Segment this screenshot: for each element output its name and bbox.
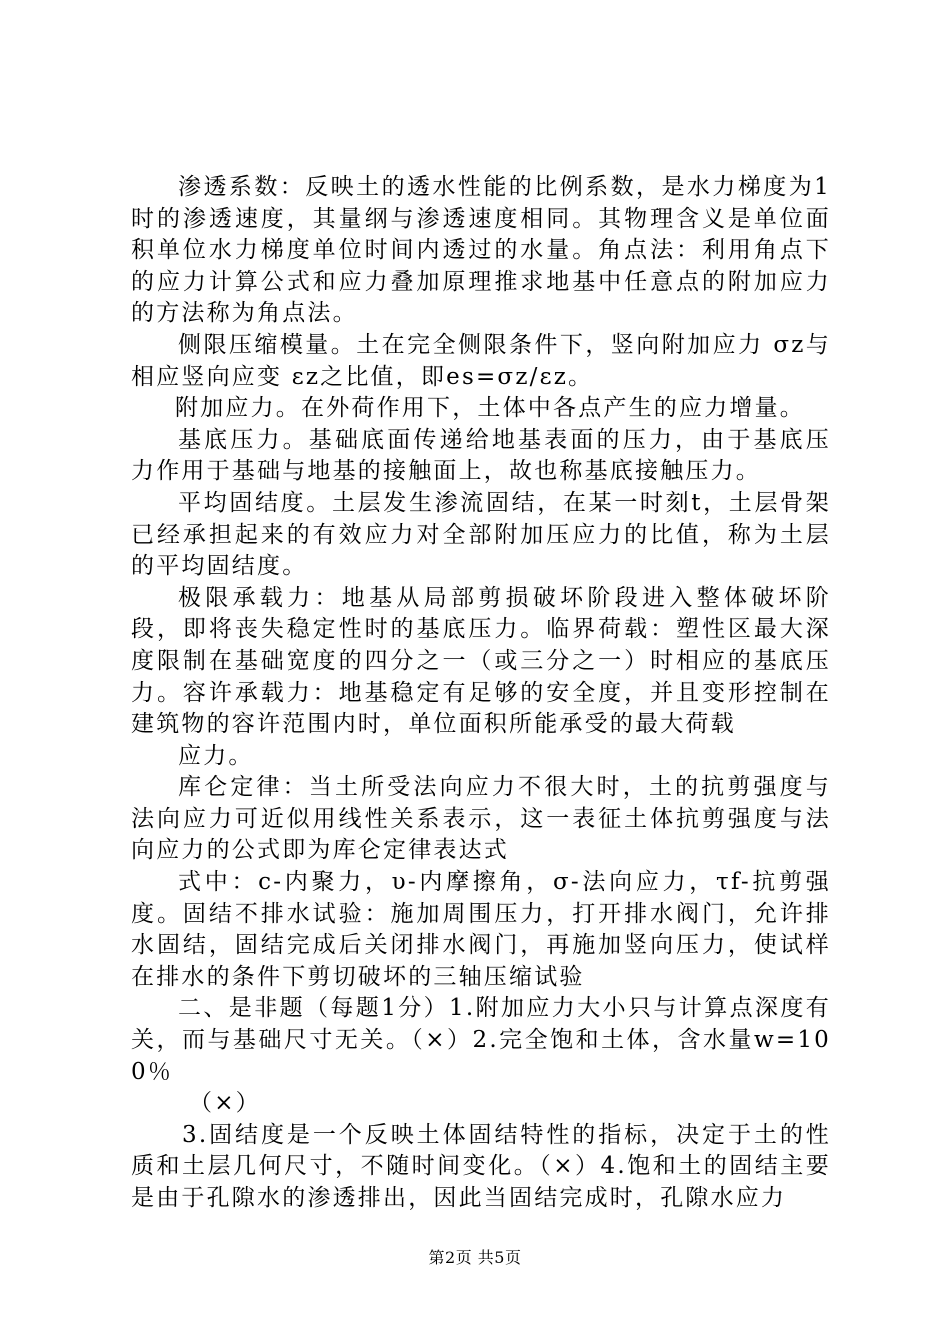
paragraph-average-consolidation: 平均固结度。土层发生渗流固结，在某一时刻t，土层骨架已经承担起来的有效应力对全部附加压应力的比值，称为土层的平均固结度。 — [131, 489, 831, 580]
paragraph-stress-continuation: 应力。 — [178, 742, 254, 769]
paragraph-formula-terms: 式中：c-内聚力，υ-内摩擦角，σ-法向应力，τf-抗剪强度。固结不排水试验：施加周围压力，打开排水阀门，允许排水固结，固结完成后关闭排水阀门，再施加竖向压力，使试样在排水的条件下剪切破坏的三轴压缩试验 — [131, 869, 831, 990]
paragraph-permeability-coefficient: 渗透系数：反映土的透水性能的比例系数，是水力梯度为1时的渗透速度，其量纲与渗透速度相同。其物理含义是单位面积单位水力梯度单位时间内透过的水量。角点法：利用角点下的应力计算公式和应力叠加原理推求地基中任意点的附加应力的方法称为角点法。 — [131, 174, 831, 327]
document-body — [131, 172, 831, 1215]
page-number-footer: 第2页 共5页 — [428, 1248, 522, 1267]
paragraph-answer-mark: （×） — [189, 1090, 261, 1117]
paragraph-true-false-section: 二、是非题（每题1分）1.附加应力大小只与计算点深度有关，而与基础尺寸无关。（×）2.完全饱和土体，含水量w=100％ — [131, 995, 831, 1085]
paragraph-compression-modulus: 侧限压缩模量。土在完全侧限条件下，竖向附加应力 σz与相应竖向应变 εz之比值，即es=σz/εz。 — [131, 331, 831, 390]
paragraph-base-pressure: 基底压力。基础底面传递给地基表面的压力，由于基底压力作用于基础与地基的接触面上，故也称基底接触压力。 — [131, 426, 831, 485]
paragraph-bearing-capacity: 极限承载力：地基从局部剪损破坏阶段进入整体破坏阶段，即将丧失稳定性时的基底压力。临界荷载：塑性区最大深度限制在基础宽度的四分之一（或三分之一）时相应的基底压力。容许承载力：地基稳定有足够的安全度，并且变形控制在建筑物的容许范围内时，单位面积所能承受的最大荷载 — [131, 584, 831, 738]
paragraph-additional-stress: 附加应力。在外荷作用下，土体中各点产生的应力增量。 — [175, 395, 805, 422]
paragraph-consolidation-questions: 3.固结度是一个反映土体固结特性的指标，决定于土的性质和土层几何尺寸，不随时间变化。（×）4.饱和土的固结主要是由于孔隙水的渗透排出，因此当固结完成时，孔隙水应力 — [131, 1121, 831, 1211]
paragraph-coulomb-law: 库仑定律：当土所受法向应力不很大时，土的抗剪强度与法向应力可近似用线性关系表示，这一表征土体抗剪强度与法向应力的公式即为库仑定律表达式 — [131, 774, 831, 864]
